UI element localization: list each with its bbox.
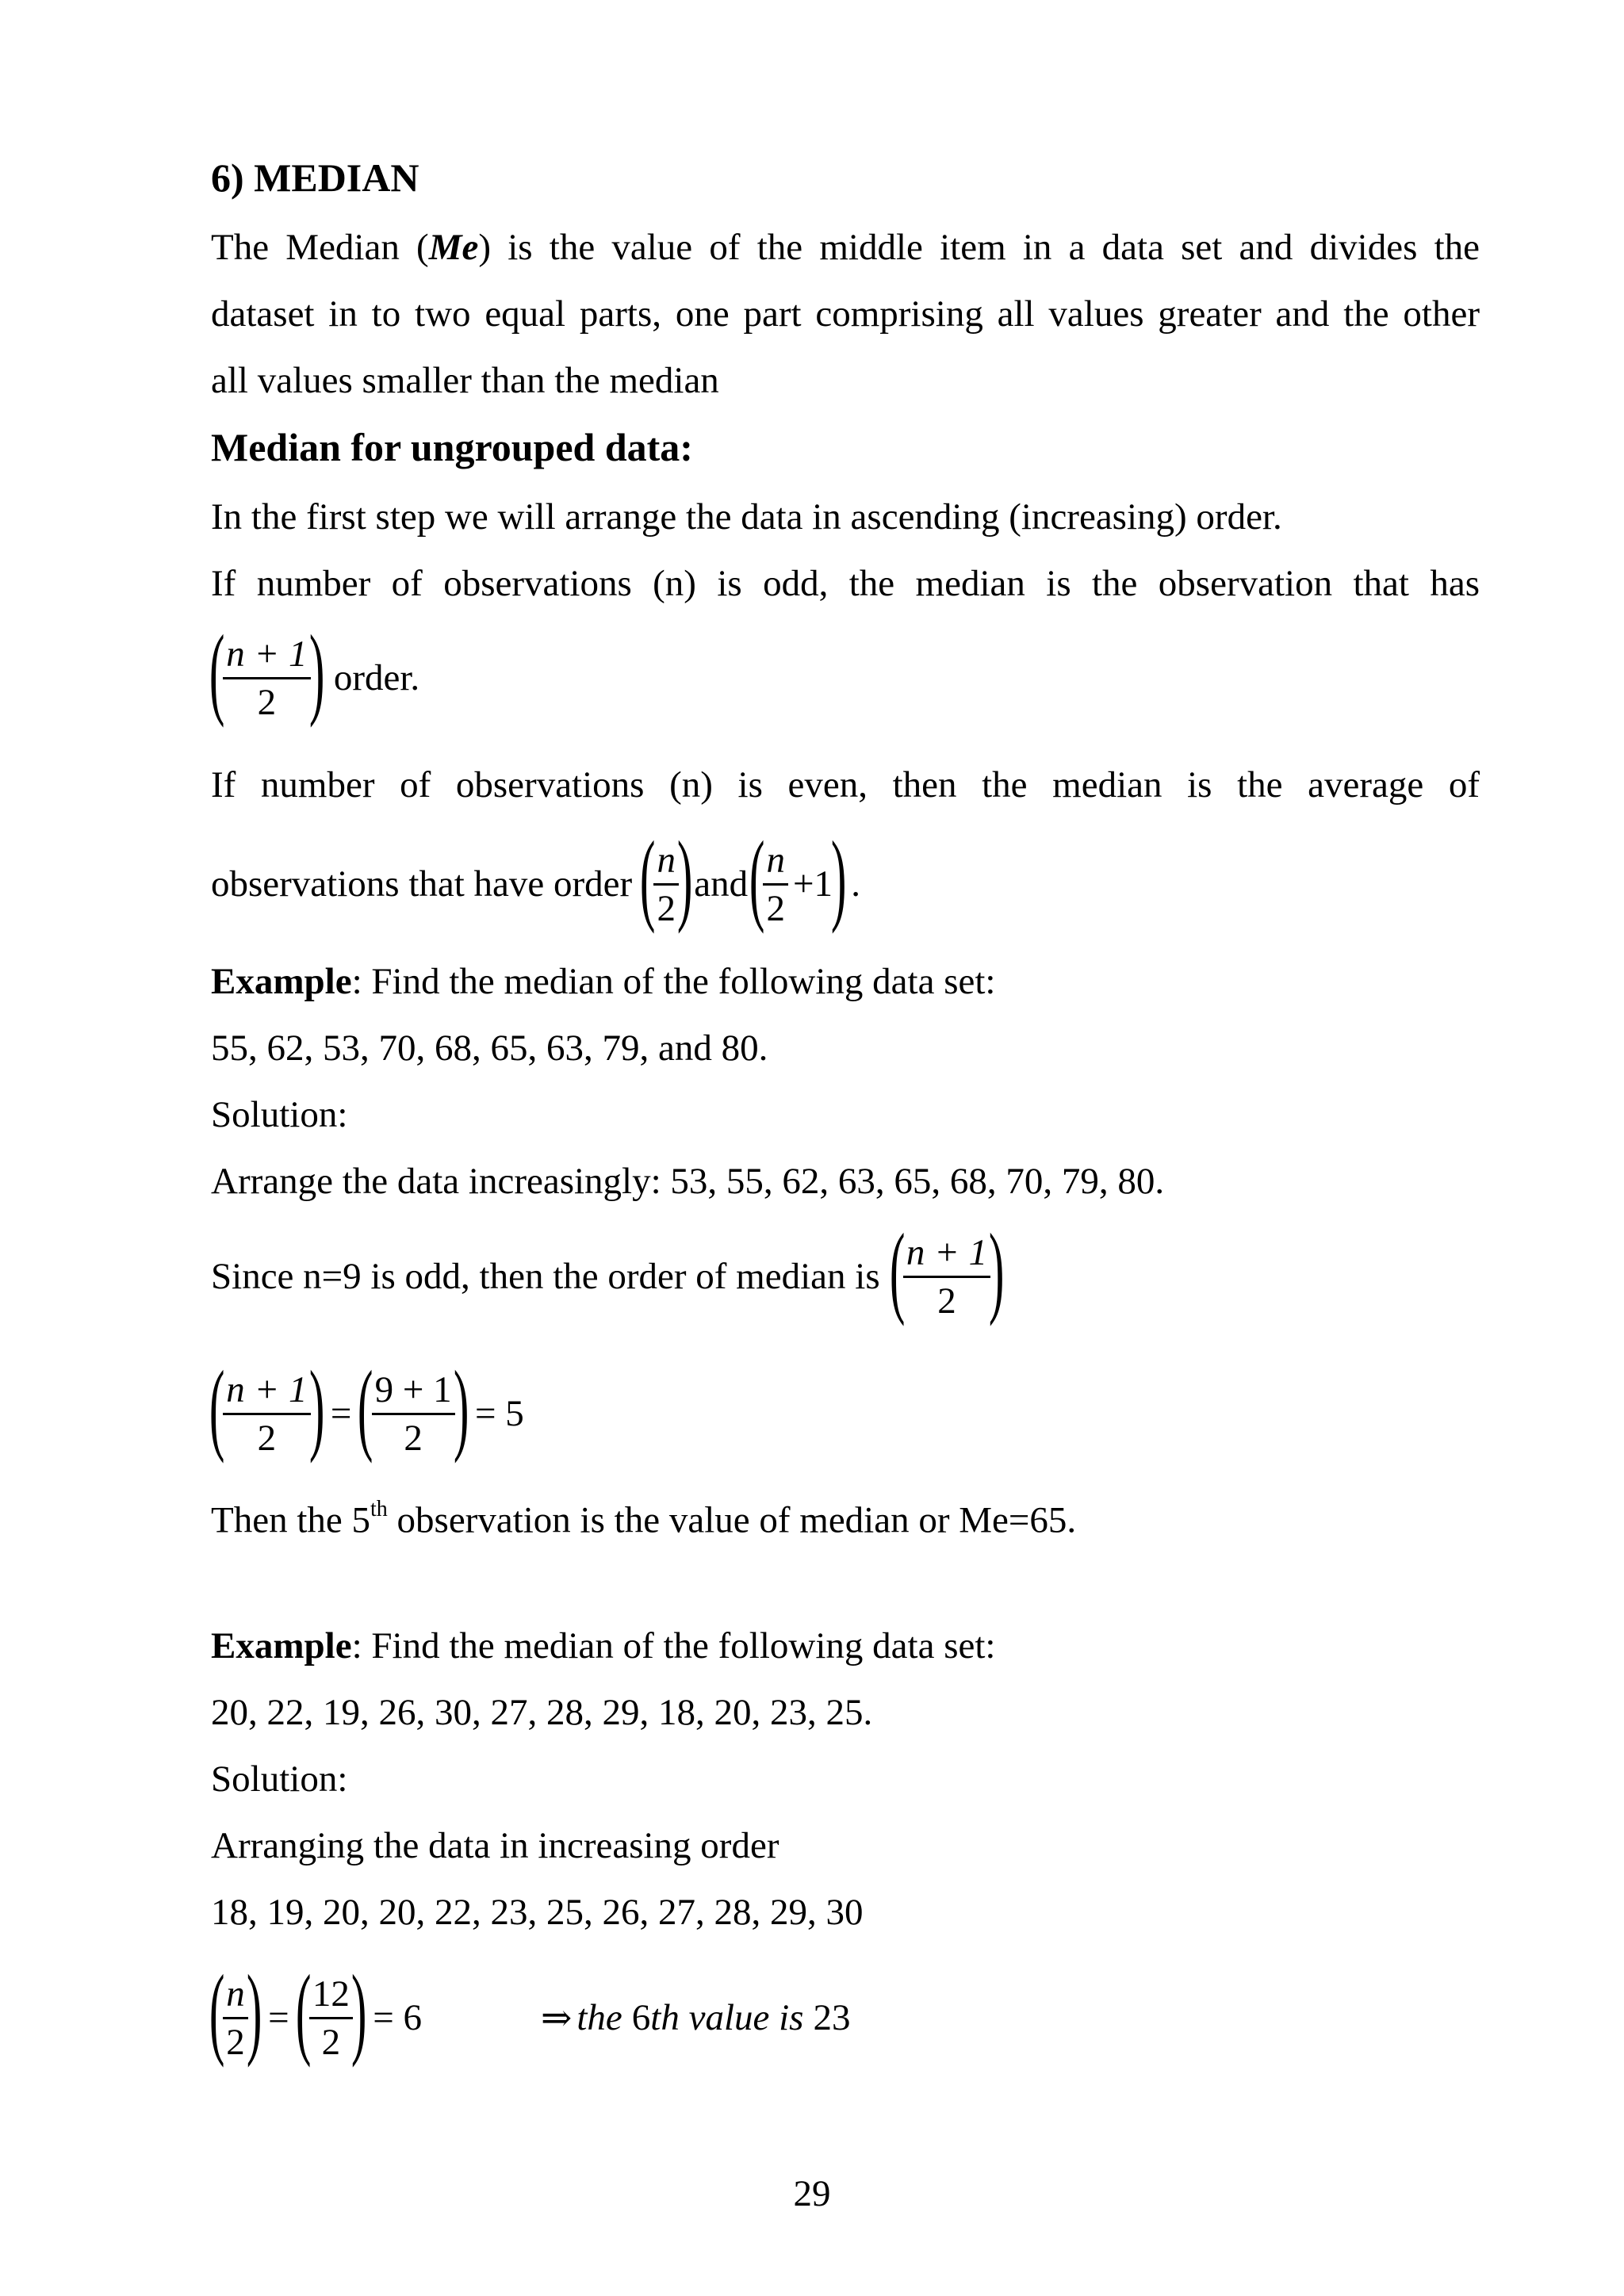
calc-result: = 6 xyxy=(373,1997,422,2038)
intro-line-2: dataset in to two equal parts, one part comprising all values greater and the other xyxy=(211,293,1480,335)
calc-result: = 5 xyxy=(474,1393,524,1434)
example-label: Example xyxy=(211,961,352,1002)
paren-left: ( xyxy=(295,1954,311,2068)
example1-conclusion xyxy=(211,1490,1076,1543)
example1-data: 55, 62, 53, 70, 68, 65, 63, 79, and 80. xyxy=(211,1027,768,1069)
example-label: Example xyxy=(211,1625,352,1667)
intro-text-b: ) is the value of the middle item in a data set and divides the xyxy=(478,227,1480,268)
example1-solution: Solution: xyxy=(211,1094,348,1135)
fraction xyxy=(309,1974,353,2062)
implies-arrow: ⇒ xyxy=(540,1997,573,2039)
conclusion-value: 23 xyxy=(813,1997,851,2038)
fraction xyxy=(223,634,310,722)
even-end: . xyxy=(851,863,861,905)
paren-left: ( xyxy=(209,1954,225,2068)
example2-sorted: 18, 19, 20, 20, 22, 23, 25, 26, 27, 28, 29, 30 xyxy=(211,1892,864,1933)
odd-formula xyxy=(209,614,420,729)
fraction xyxy=(372,1370,455,1458)
denominator: 2 xyxy=(763,883,788,928)
fraction xyxy=(223,1370,310,1458)
denominator: 2 xyxy=(903,1276,990,1321)
fraction xyxy=(763,840,788,928)
numerator: n + 1 xyxy=(226,1368,308,1410)
paren-left: ( xyxy=(749,821,765,935)
conclusion-a: Then the 5 xyxy=(211,1499,370,1541)
intro-line-3: all values smaller than the median xyxy=(211,360,719,401)
subheading: Median for ungrouped data: xyxy=(211,425,693,469)
example2-data: 20, 22, 19, 26, 30, 27, 28, 29, 18, 20, 23, 25. xyxy=(211,1692,873,1733)
example2-calc xyxy=(209,1954,851,2069)
rule-step1: In the first step we will arrange the data in ascending (increasing) order. xyxy=(211,496,1282,538)
denominator: 2 xyxy=(653,883,679,928)
denominator: 2 xyxy=(223,2017,248,2062)
paren-left: ( xyxy=(889,1213,906,1327)
equals: = xyxy=(330,1393,352,1434)
paren-right: ) xyxy=(453,1350,469,1464)
odd-suffix: order. xyxy=(333,657,420,698)
denominator: 2 xyxy=(223,677,310,722)
numerator: n xyxy=(766,839,785,881)
intro-text-a: The Median ( xyxy=(211,227,429,268)
median-symbol: Me xyxy=(428,227,479,268)
example2-heading xyxy=(211,1624,995,1668)
numerator: n xyxy=(657,839,676,881)
plus-one: +1 xyxy=(792,863,833,905)
rule-odd-line: If number of observations (n) is odd, the median is the observation that has xyxy=(211,563,1480,604)
denominator: 2 xyxy=(223,1413,310,1458)
denominator: 2 xyxy=(372,1413,455,1458)
numerator: n xyxy=(226,1973,245,2015)
even-formula xyxy=(211,821,861,936)
paren-right: ) xyxy=(246,1954,262,2068)
conclusion-th: th value is xyxy=(650,1997,804,2038)
superscript-th: th xyxy=(370,1497,388,1521)
intro-line-1 xyxy=(211,225,1480,270)
conclusion-the: the xyxy=(576,1997,622,2038)
paren-left: ( xyxy=(209,614,225,729)
paren-right: ) xyxy=(989,1213,1005,1327)
even-and: and xyxy=(694,863,749,905)
section-heading: 6) MEDIAN xyxy=(211,155,419,200)
fraction xyxy=(223,1974,248,2062)
paren-right: ) xyxy=(676,821,693,935)
fraction xyxy=(903,1233,990,1321)
even-prefix: observations that have order xyxy=(211,863,633,905)
paren-right: ) xyxy=(308,614,324,729)
conclusion-b: observation is the value of median or Me=65. xyxy=(387,1499,1077,1541)
paren-right: ) xyxy=(830,821,847,935)
example1-heading xyxy=(211,959,995,1004)
conclusion-six: 6 xyxy=(631,1997,651,2038)
example1-arrange: Arrange the data increasingly: 53, 55, 62, 63, 65, 68, 70, 79, 80. xyxy=(211,1161,1165,1202)
example1-calc xyxy=(209,1350,524,1465)
numerator: n + 1 xyxy=(906,1231,988,1273)
numerator: n + 1 xyxy=(226,633,308,675)
example2-arranging: Arranging the data in increasing order xyxy=(211,1825,779,1866)
example-text: : Find the median of the following data set: xyxy=(351,1625,996,1667)
fraction xyxy=(653,840,679,928)
paren-left: ( xyxy=(640,821,656,935)
numerator: 9 + 1 xyxy=(374,1368,452,1410)
paren-right: ) xyxy=(308,1350,324,1464)
paren-left: ( xyxy=(358,1350,373,1464)
denominator: 2 xyxy=(309,2017,353,2062)
paren-left: ( xyxy=(209,1350,225,1464)
example2-solution: Solution: xyxy=(211,1758,348,1800)
page-number: 29 xyxy=(793,2173,831,2214)
equals: = xyxy=(268,1997,289,2038)
numerator: 12 xyxy=(312,1973,350,2015)
rule-even-line: If number of observations (n) is even, then the median is the average of xyxy=(211,764,1480,806)
example1-since xyxy=(211,1213,1005,1328)
since-text: Since n=9 is odd, then the order of median is xyxy=(211,1256,880,1297)
example-text: : Find the median of the following data set: xyxy=(351,961,996,1002)
paren-right: ) xyxy=(350,1954,367,2068)
